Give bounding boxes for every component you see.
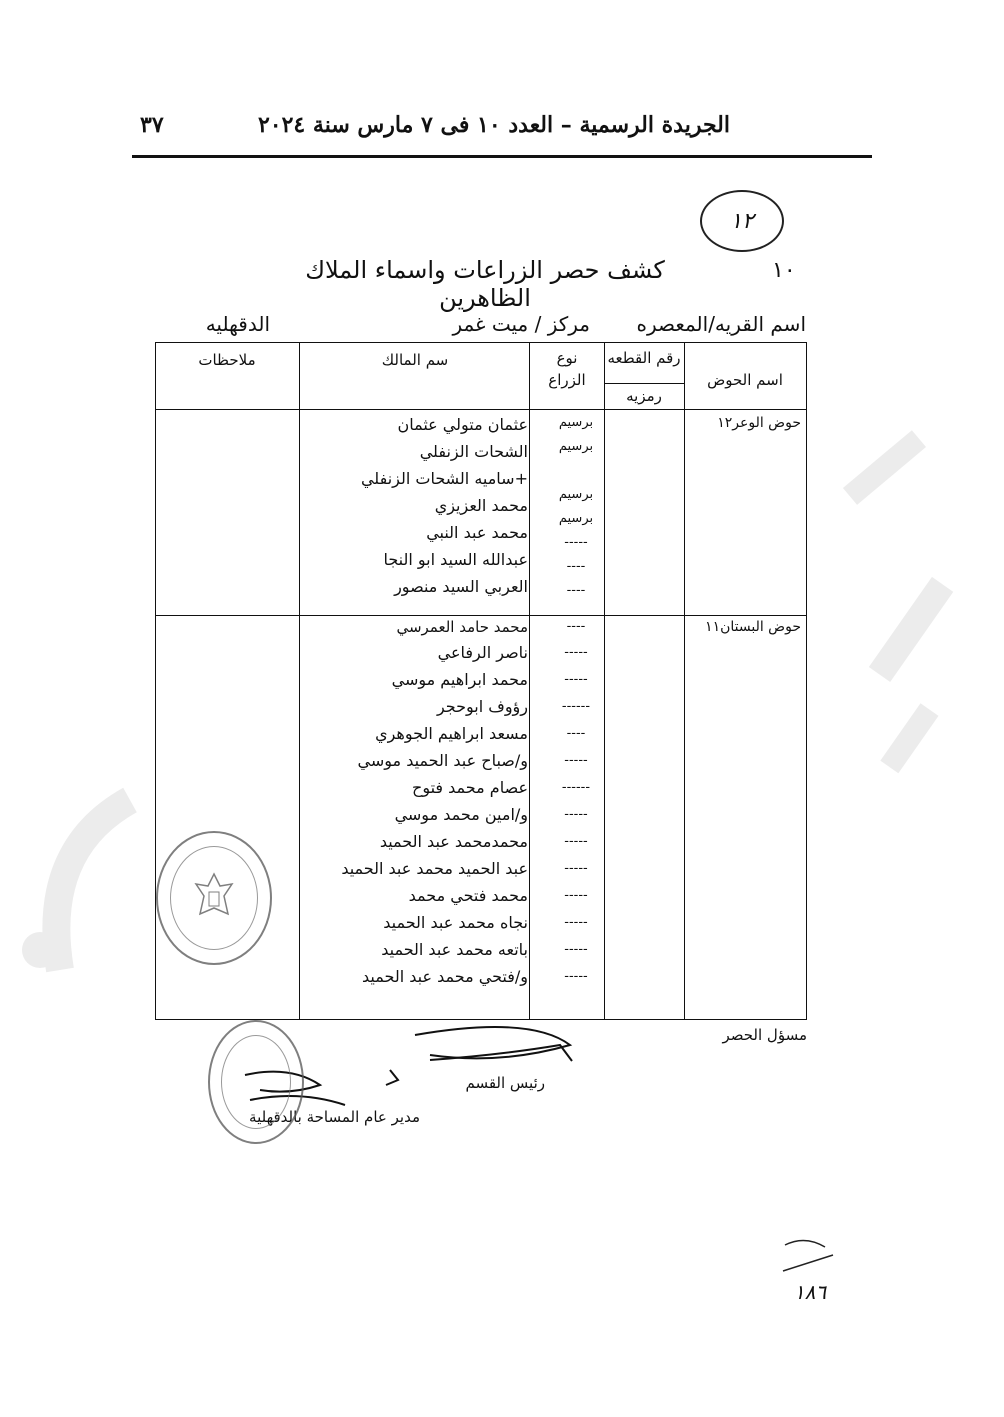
director-label: مدير عام المساحة بالدقهلية (249, 1108, 420, 1126)
owner-name: عبدالله السيد ابو النجا (383, 550, 528, 569)
page-number: ٣٧ (140, 112, 164, 138)
crop-type: ----- (564, 807, 588, 822)
owner-name: العربي السيد منصور (394, 577, 528, 596)
owner-name: عصام محمد فتوح (412, 778, 528, 797)
crop-type: برسيم (558, 487, 594, 502)
section-head-label: رئيس القسم (465, 1074, 545, 1092)
owner-name: و/فتحي محمد عبد الحميد (362, 967, 528, 986)
owner-name: مسعد ابراهيم الجوهري (375, 724, 528, 743)
crop-type: ----- (564, 861, 588, 876)
document-title: كشف حصر الزراعات واسماء الملاك الظاهرين (305, 256, 665, 312)
survey-table (155, 342, 807, 1020)
basin-name: حوض البستان١١ (705, 619, 801, 635)
crop-type: ----- (564, 834, 588, 849)
crop-type: ---- (566, 559, 586, 574)
document-number: ١٠ (772, 258, 796, 283)
col-divider (684, 343, 685, 1019)
official-stamp (156, 831, 272, 965)
header-divider (156, 409, 806, 410)
gazette-header-title: الجريدة الرسمية – العدد ١٠ فى ٧ مارس سنة ٢٠٢٤ (257, 112, 730, 138)
handwritten-page-reference (775, 1235, 845, 1305)
crop-type: ---- (566, 583, 586, 598)
fraction-line-icon (775, 1235, 845, 1275)
header-owner: سم المالك (381, 351, 449, 369)
header-basin: اسم الحوض (707, 371, 783, 389)
owner-name: محمد العزيزي (434, 496, 528, 515)
stamp-ring (221, 1035, 291, 1129)
village-label: اسم القريه/المعصره (636, 312, 806, 336)
basin-name: حوض الوعر١٢ (717, 415, 801, 431)
owner-name: و/امين محمد موسي (394, 805, 528, 824)
crop-type: ----- (564, 535, 588, 550)
owner-name: رؤوف ابوحجر (436, 697, 528, 716)
owner-name: محمد حامد العمرسي (396, 618, 528, 636)
crop-type: ------ (561, 699, 591, 714)
header-crop-line1: نوع (556, 349, 578, 367)
crop-type: ----- (564, 645, 588, 660)
owner-name: محمد فتحي محمد (408, 886, 528, 905)
owner-name: محمد عبد النبي (426, 523, 528, 542)
crop-type: ----- (564, 942, 588, 957)
owner-name: عبد الحميد محمد عبد الحميد (341, 859, 528, 878)
owners-list (301, 411, 528, 600)
crop-type: ----- (564, 753, 588, 768)
col-divider (529, 343, 530, 1019)
crops-list (551, 615, 601, 990)
subheader-divider (604, 383, 684, 384)
owners-list (301, 615, 528, 990)
crop-type: ----- (564, 915, 588, 930)
crops-list (551, 411, 601, 603)
eagle-emblem-icon (170, 846, 258, 950)
crop-type: ---- (566, 726, 586, 741)
crop-type: برسيم (558, 439, 594, 454)
crop-type: ----- (564, 672, 588, 687)
center-label: مركز / ميت غمر (452, 312, 590, 336)
governorate-label: الدقهليه (205, 312, 270, 336)
crop-type (551, 459, 601, 483)
col-divider (604, 343, 605, 1019)
crop-type: برسيم (558, 415, 594, 430)
col-divider (299, 343, 300, 1019)
owner-name: محمدمحمد عبد الحميد (379, 832, 528, 851)
owner-name: عثمان متولي عثمان (397, 415, 528, 434)
header-rule (132, 155, 872, 158)
footnote-number: ١٨٦ (793, 1280, 827, 1304)
header-plot: رقم القطعه (607, 349, 681, 367)
owner-name: ناصر الرفاعي (437, 643, 528, 662)
header-code: رمزيه (626, 387, 662, 405)
owner-name: و/صباح عبد الحميد موسي (357, 751, 528, 770)
crop-type: ---- (566, 619, 586, 634)
header-notes: ملاحظات (198, 351, 256, 369)
crop-type: ----- (564, 888, 588, 903)
owner-name: محمد ابراهيم موسي (391, 670, 528, 689)
header-crop-line2: الزراع (548, 371, 586, 389)
owner-name: +ساميه الشحات الزنفلي (360, 469, 528, 488)
owner-name: نجاه محمد عبد الحميد (383, 913, 528, 932)
crop-type: ------ (561, 780, 591, 795)
owner-name: باتعه محمد عبد الحميد (381, 940, 528, 959)
handwritten-circle-number: ١٢ (700, 190, 784, 252)
crop-type: برسيم (558, 511, 594, 526)
crop-type: ----- (564, 969, 588, 984)
director-stamp (208, 1020, 304, 1144)
owner-name: الشحات الزنفلي (419, 442, 528, 461)
survey-officer-label: مسؤل الحصر (722, 1026, 807, 1044)
